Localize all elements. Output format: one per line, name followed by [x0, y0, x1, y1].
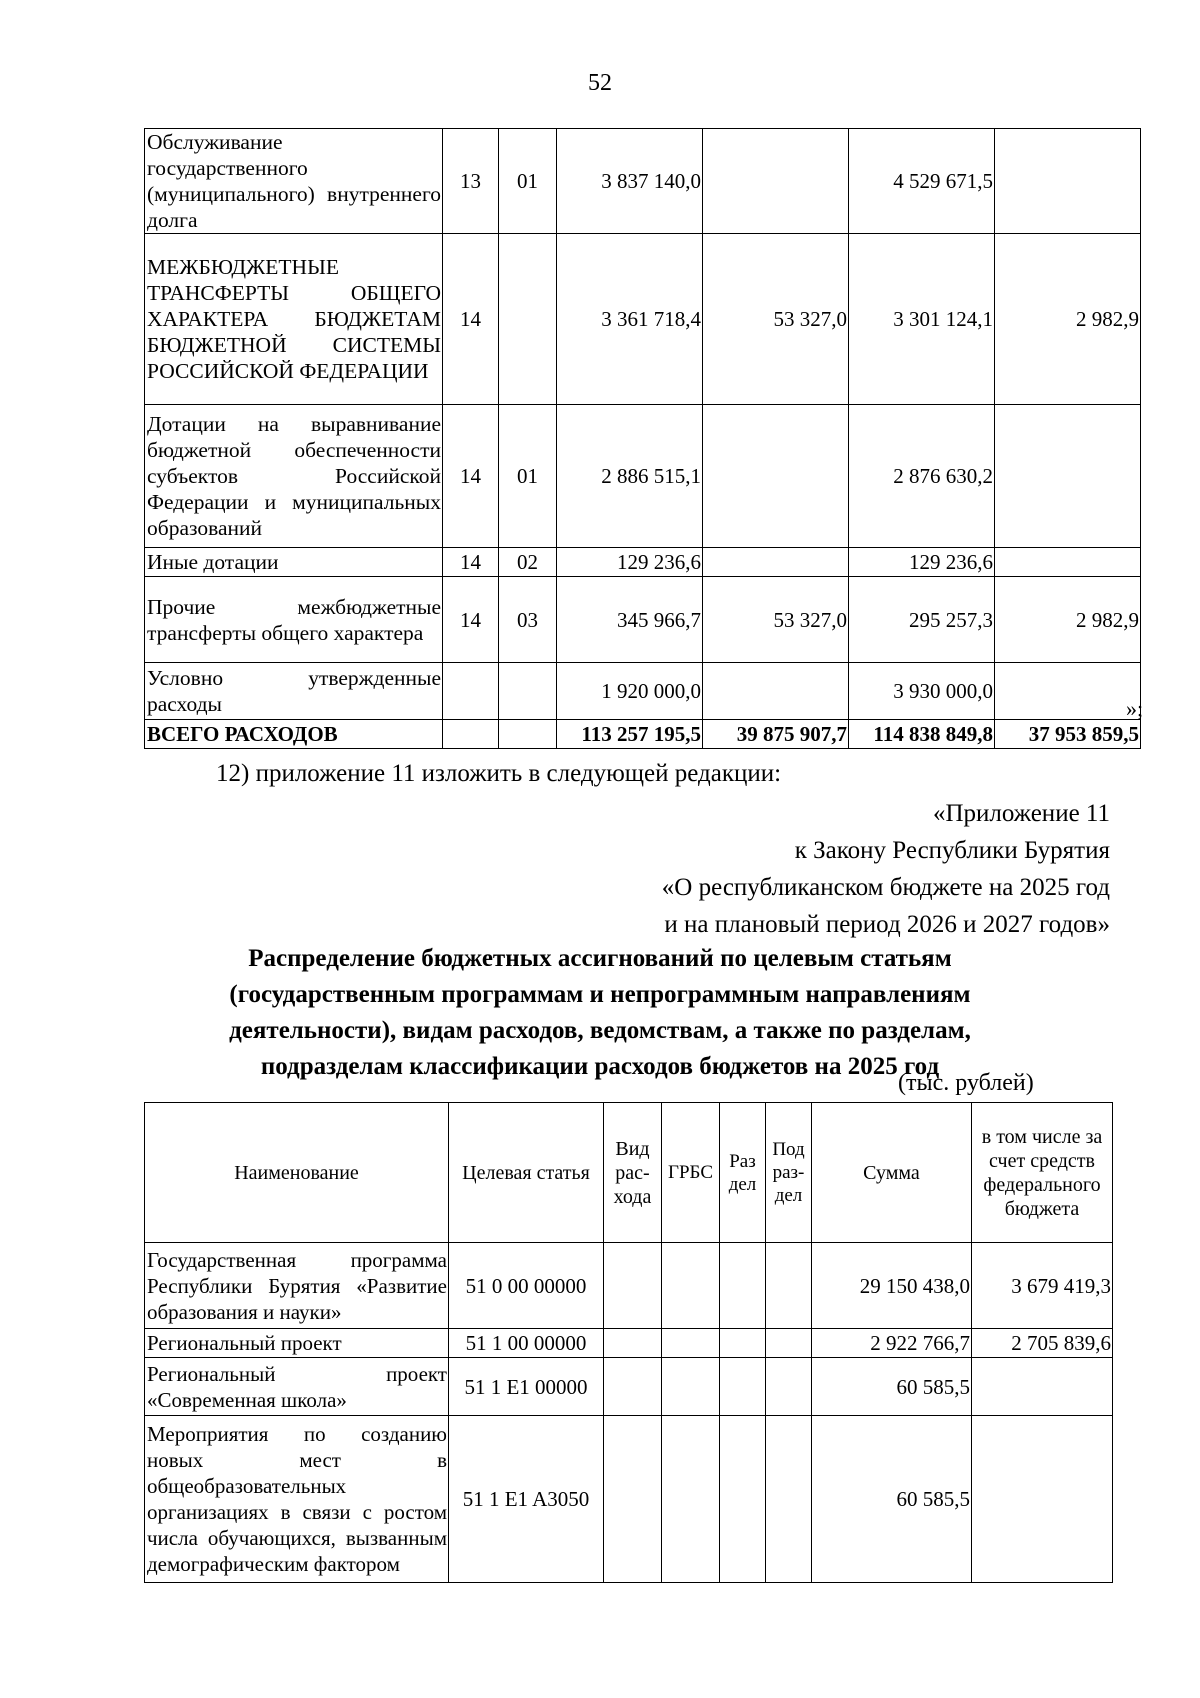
sum-2027-cell: 3 301 124,1 [849, 234, 995, 405]
table-row [145, 548, 1141, 577]
grbs-cell [662, 1243, 720, 1329]
row-name: Условно утвержденные расходы [145, 663, 443, 720]
expense-type-cell [604, 1416, 662, 1583]
title-line: подразделам классификации расходов бюджетов на 2025 год [260, 1053, 940, 1080]
grbs-cell [662, 1329, 720, 1358]
sum-cell: 60 585,5 [812, 1358, 972, 1416]
row-name: Региональный проект «Современная школа» [145, 1358, 449, 1416]
grbs-cell [662, 1416, 720, 1583]
federal-2026-cell [703, 405, 849, 548]
instruction-text: 12) приложение 11 изложить в следующей редакции: [216, 760, 782, 787]
sum-2026-cell: 2 886 515,1 [557, 405, 703, 548]
federal-2027-cell: 2 982,9 [995, 577, 1141, 663]
page-number: 52 [588, 70, 612, 96]
title-line: деятельности), видам расходов, ведомствам, а также по разделам, [229, 1017, 971, 1044]
section-cell [720, 1416, 766, 1583]
header-row [145, 1103, 1113, 1243]
appendix-header [662, 795, 1110, 943]
row-name: Дотации на выравнивание бюджетной обеспеченности субъектов Российской Федерации и муниципальных образований [145, 405, 443, 548]
row-name: Мероприятия по созданию новых мест в общеобразовательных организациях в связи с ростом числа обучающихся, вызванным демографическим фактором [145, 1416, 449, 1583]
expense-type-cell [604, 1243, 662, 1329]
federal-2027-cell: 2 982,9 [995, 234, 1141, 405]
header-subsection: Под раз-дел [766, 1103, 812, 1243]
total-federal-2027: 37 953 859,5 [995, 720, 1141, 749]
section-cell [720, 1358, 766, 1416]
document-title [150, 941, 1050, 1085]
sum-cell: 2 922 766,7 [812, 1329, 972, 1358]
federal-2027-cell [995, 129, 1141, 234]
federal-2027-cell [995, 663, 1144, 721]
table-row [145, 1329, 1113, 1358]
sum-2026-cell: 1 920 000,0 [557, 663, 703, 720]
expense-type-cell [604, 1329, 662, 1358]
total-sum-2027: 114 838 849,8 [849, 720, 995, 749]
subsection-cell [766, 1358, 812, 1416]
allocation-table [144, 1102, 1113, 1583]
razdel-cell: 14 [443, 577, 499, 663]
table-row [145, 1243, 1113, 1329]
appendix-line: и на плановый период 2026 и 2027 годов» [664, 911, 1110, 938]
federal-2027-cell [995, 405, 1141, 548]
federal-cell [972, 1358, 1113, 1416]
target-article-cell: 51 1 E1 A3050 [449, 1416, 604, 1583]
row-name: Региональный проект [145, 1329, 449, 1358]
header-name: Наименование [145, 1103, 449, 1243]
row-name: Государственная программа Республики Бурятия «Развитие образования и науки» [145, 1243, 449, 1329]
federal-2026-cell: 53 327,0 [703, 234, 849, 405]
podrazdel-cell [499, 234, 557, 405]
sum-2027-cell: 4 529 671,5 [849, 129, 995, 234]
sum-2026-cell: 3 361 718,4 [557, 234, 703, 405]
sum-2026-cell: 345 966,7 [557, 577, 703, 663]
sum-2027-cell: 295 257,3 [849, 577, 995, 663]
section-cell [720, 1329, 766, 1358]
federal-2027-cell [995, 548, 1141, 577]
table-row [145, 405, 1141, 548]
appendix-line: «Приложение 11 [932, 800, 1110, 827]
header-target-article: Целевая статья [449, 1103, 604, 1243]
expense-type-cell [604, 1358, 662, 1416]
federal-2026-cell [703, 548, 849, 577]
header-federal: в том числе за счет средств федерального бюджета [972, 1103, 1113, 1243]
razdel-cell [443, 663, 499, 720]
table-row [145, 577, 1141, 663]
appendix-line: к Закону Республики Бурятия [794, 837, 1110, 864]
podrazdel-cell: 01 [499, 405, 557, 548]
sum-cell: 29 150 438,0 [812, 1243, 972, 1329]
sum-2026-cell: 3 837 140,0 [557, 129, 703, 234]
title-line: Распределение бюджетных ассигнований по целевым статьям [248, 945, 952, 972]
federal-cell: 3 679 419,3 [972, 1243, 1113, 1329]
federal-cell: 2 705 839,6 [972, 1329, 1113, 1358]
subsection-cell [766, 1243, 812, 1329]
sum-2027-cell: 3 930 000,0 [849, 663, 995, 720]
title-line: (государственным программам и непрограммным направлениям [229, 981, 971, 1008]
razdel-cell: 14 [443, 548, 499, 577]
table-row [145, 663, 1141, 720]
total-sum-2026: 113 257 195,5 [557, 720, 703, 749]
podrazdel-cell: 03 [499, 577, 557, 663]
header-sum: Сумма [812, 1103, 972, 1243]
header-expense-type: Вид рас-хода [604, 1103, 662, 1243]
row-name: МЕЖБЮДЖЕТНЫЕ ТРАНСФЕРТЫ ОБЩЕГО ХАРАКТЕРА БЮДЖЕТАМ БЮДЖЕТНОЙ СИСТЕМЫ РОССИЙСКОЙ ФЕДЕРАЦИИ [145, 234, 443, 405]
podrazdel-cell: 01 [499, 129, 557, 234]
grbs-cell [662, 1358, 720, 1416]
target-article-cell: 51 1 E1 00000 [449, 1358, 604, 1416]
podrazdel-cell [499, 720, 557, 749]
table-row [145, 234, 1141, 405]
table-row [145, 1416, 1113, 1583]
federal-2026-cell [703, 663, 849, 720]
units-label: (тыс. рублей) [898, 1070, 1034, 1096]
row-name: Прочие межбюджетные трансферты общего характера [145, 577, 443, 663]
header-grbs: ГРБС [662, 1103, 720, 1243]
table-row [145, 129, 1141, 234]
header-section: Раз дел [720, 1103, 766, 1243]
sum-2026-cell: 129 236,6 [557, 548, 703, 577]
sum-2027-cell: 2 876 630,2 [849, 405, 995, 548]
total-federal-2026: 39 875 907,7 [703, 720, 849, 749]
closing-quote: »; [1126, 696, 1144, 721]
federal-2026-cell [703, 129, 849, 234]
sum-2027-cell: 129 236,6 [849, 548, 995, 577]
razdel-cell: 13 [443, 129, 499, 234]
sum-cell: 60 585,5 [812, 1416, 972, 1583]
razdel-cell [443, 720, 499, 749]
target-article-cell: 51 1 00 00000 [449, 1329, 604, 1358]
subsection-cell [766, 1329, 812, 1358]
podrazdel-cell: 02 [499, 548, 557, 577]
total-label: ВСЕГО РАСХОДОВ [145, 720, 443, 749]
expenses-table-continued [144, 128, 1144, 749]
razdel-cell: 14 [443, 234, 499, 405]
podrazdel-cell [499, 663, 557, 720]
subsection-cell [766, 1416, 812, 1583]
federal-cell [972, 1416, 1113, 1583]
table-row [145, 1358, 1113, 1416]
federal-2026-cell: 53 327,0 [703, 577, 849, 663]
section-cell [720, 1243, 766, 1329]
appendix-line: «О республиканском бюджете на 2025 год [661, 874, 1110, 901]
razdel-cell: 14 [443, 405, 499, 548]
total-row [145, 720, 1141, 749]
target-article-cell: 51 0 00 00000 [449, 1243, 604, 1329]
row-name: Иные дотации [145, 548, 443, 577]
row-name: Обслуживание государственного (муниципального) внутреннего долга [145, 129, 443, 234]
